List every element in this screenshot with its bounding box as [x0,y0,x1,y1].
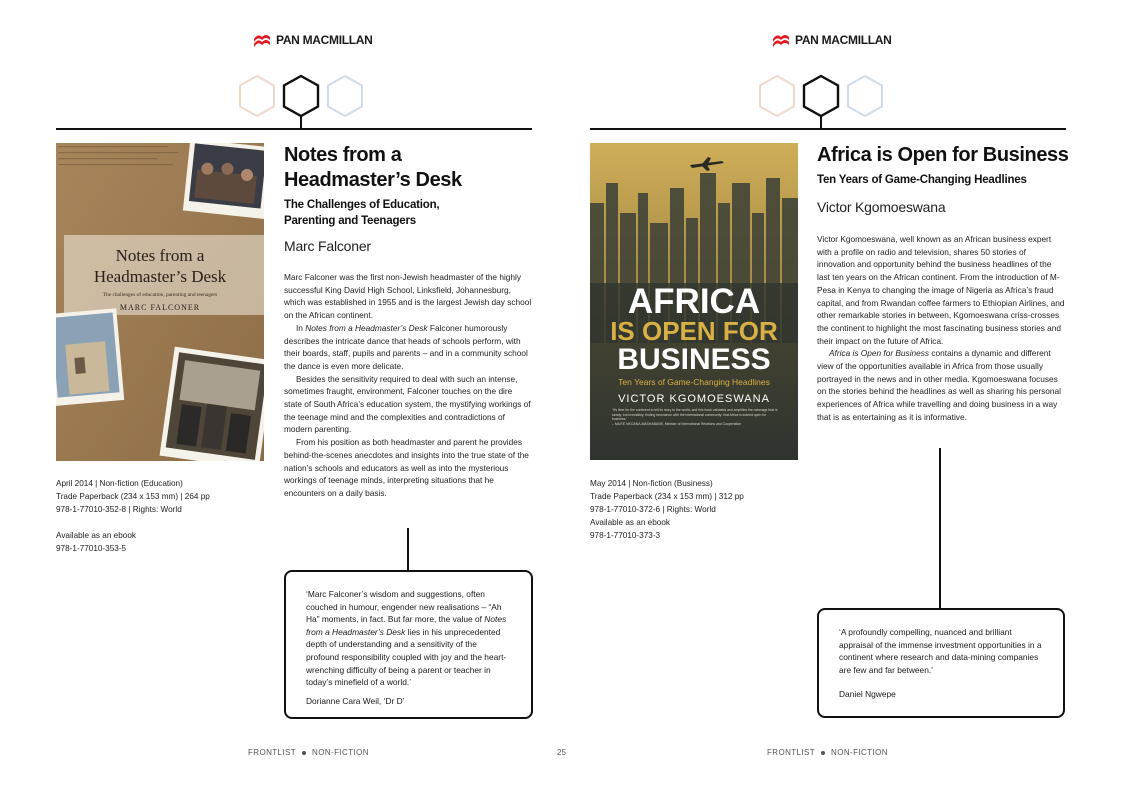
publisher-name: PAN MACMILLAN [795,33,892,47]
meta-ebook-label: Available as an ebook [56,531,136,540]
book-subtitle: Ten Years of Game-Changing Headlines [817,174,1027,186]
book-cover-art [590,143,798,460]
meta-release: May 2014 | Non-fiction (Business) [590,479,713,488]
book-metadata [56,477,276,555]
pan-macmillan-logo-icon [252,32,272,48]
cover-title-line1: Notes from a [115,246,205,265]
review-quote-text: ‘Marc Falconer’s wisdom and suggestions, often couched in humour, engender new realisations – “Ah Ha” moments, in fact. But far more, the value of Notes from a Headmaster’s Desk lies in his unprecedented depth of understanding and a sensitivity of the profound responsibility coupled with joy and the heart-wrenching difficulty of being a parent or teacher in today’s minefield of a world.’ [306,589,507,688]
cover-line1: AFRICA [627,282,761,321]
book-metadata [590,477,810,542]
footer-category: NON-FICTION [312,748,369,757]
book-subtitle [284,197,534,229]
footer-section: FRONTLIST [248,748,297,757]
hexagon-decoration-icon [236,74,366,120]
cover-author: MARC FALCONER [119,303,201,312]
book-cover-art [56,143,264,461]
cover-author: VICTOR KGOMOESWANA [618,393,770,405]
description-paragraph: Besides the sensitivity required to deal with such an intense, sometimes fraught, environment, Falconer touches on the dire state of South Africa’s education system, the mystifying workings of the teenage mind and the complexities and contradictions of modern parenting. [284,373,531,435]
book-title: Africa is Open for Business [817,144,1069,166]
left-page [0,0,561,794]
page-footer [767,748,888,757]
review-quote-box [817,608,1065,718]
meta-ebook-isbn: 978-1-77010-373-3 [590,531,661,540]
footer-category: NON-FICTION [831,748,888,757]
meta-ebook-label: Available as an ebook [590,518,670,527]
book-subtitle-line1: The Challenges of Education, [284,199,440,211]
hexagon-decoration-icon [756,74,886,120]
review-quote-attribution: Daniel Ngwepe [839,689,896,700]
quote-connector [939,448,941,610]
pan-macmillan-logo-icon [771,32,791,48]
description-paragraph: In Notes from a Headmaster’s Desk Falconer humorously describes the intricate dance that heads of schools perform, with their boards, staff, pupils and parents – and in a community school the dance is even more delicate. [284,322,528,371]
header-rule [590,128,1066,130]
meta-format: Trade Paperback (234 x 153 mm) | 264 pp [56,492,210,501]
book-description [284,271,532,500]
review-quote-box [284,570,533,719]
cover-blurb-attribution: – MAITE NKOANA-MASHABANE, Minister of International Relations and Cooperation [612,421,742,426]
book-cover [56,143,264,461]
book-title-line1: Notes from a [284,144,402,166]
footer-dot-icon [821,751,825,755]
publisher-name: PAN MACMILLAN [276,33,373,47]
description-paragraph: Victor Kgomoeswana, well known as an African business expert with a profile on radio and television, shares 50 stories of innovation and opportunity behind the business headlines of the last ten years on the African continent. From the introduction of M-Pesa in Kenya to changing the image of Nigeria as Africa’s fraud capital, and from Rwandan coffee farmers to Ethiopian Airlines, and other remarkable stories in between, Kgomoeswana criss-crosses the continent to highlight the most fascinating business stories and their impact on the future of Africa. [817,234,1065,346]
book-subtitle-line2: Parenting and Teenagers [284,215,416,227]
review-quote-text: ‘A profoundly compelling, nuanced and brilliant appraisal of the immense investment opportunities in a continent where research and data-mining companies are few and far between.’ [839,627,1042,675]
publisher-logo [771,32,892,48]
meta-release: April 2014 | Non-fiction (Education) [56,479,183,488]
book-cover [590,143,798,460]
description-paragraph: Marc Falconer was the first non-Jewish headmaster of the highly successful King David High School, Linksfield, Johannesburg, which was established in 1955 and is the largest Jewish day school on the African continent. [284,272,532,321]
publisher-logo [252,32,373,48]
book-title [284,143,544,193]
page-number: 25 [557,748,566,757]
cover-line3: BUSINESS [617,343,771,376]
cover-subtitle: The challenges of education, parenting and teenagers [102,292,218,298]
description-paragraph: Africa is Open for Business contains a dynamic and different view of the opportunities available in Africa from those usually portrayed in the news and in other media. Kgomoeswana focuses on the stories behind the headlines as well as sharing his personal experiences of Africa while travelling and doing business in a way that is as entertaining as it is informative. [817,348,1061,422]
book-description [817,233,1065,424]
meta-ebook-isbn: 978-1-77010-353-5 [56,544,127,553]
cover-title-line2: Headmaster’s Desk [93,267,227,286]
quote-connector [407,528,409,572]
page-footer [248,748,369,757]
review-quote-attribution: Dorianne Cara Weil, ‘Dr D’ [306,695,405,706]
meta-isbn: 978-1-77010-372-6 | Rights: World [590,505,716,514]
book-author: Marc Falconer [284,238,371,254]
cover-subtitle: Ten Years of Game-Changing Headlines [618,377,770,387]
meta-format: Trade Paperback (234 x 153 mm) | 312 pp [590,492,744,501]
cover-line2: IS OPEN FOR [610,316,778,346]
book-author: Victor Kgomoeswana [817,199,946,215]
book-title-line2: Headmaster’s Desk [284,169,462,191]
header-rule [56,128,532,130]
description-paragraph: From his position as both headmaster and parent he provides behind-the-scenes anecdotes and insights into the true state of the nation’s schools and educators as well as into the mysterious workings of teenage minds, interpreting situations that he encounters on a daily basis. [284,437,529,498]
footer-section: FRONTLIST [767,748,816,757]
cover-blurb: ‘It’s time for the continent to tell its story to the world, and this book validates and amplifies the message that is slowly, but irresistibly, finding resonance with the international community: that Africa is indeed open for business.’ [612,408,778,422]
meta-isbn: 978-1-77010-352-8 | Rights: World [56,505,182,514]
footer-dot-icon [302,751,306,755]
right-page [562,0,1123,794]
